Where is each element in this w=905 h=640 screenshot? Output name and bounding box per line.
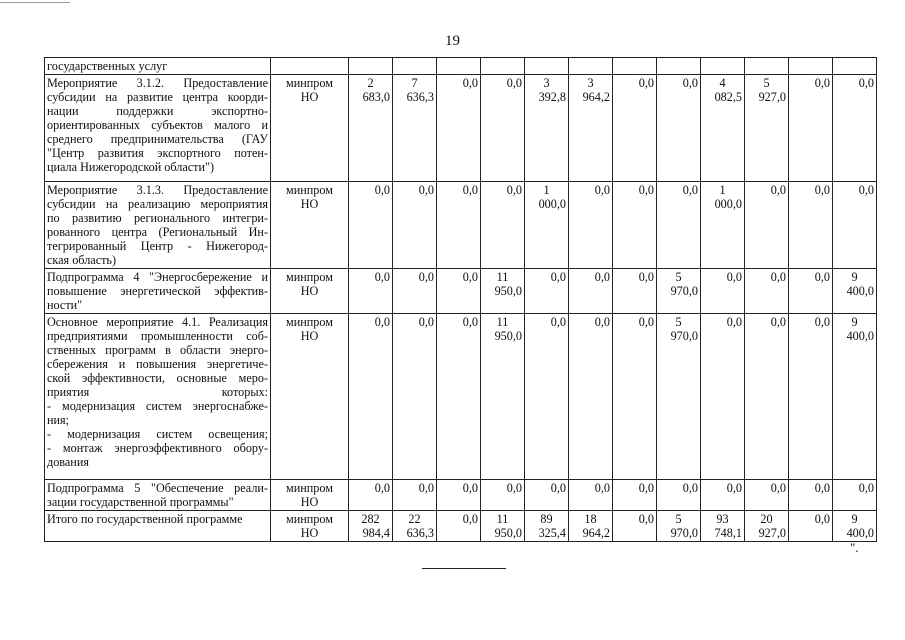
value-line: 400,0 — [846, 284, 874, 298]
funding-value-cell — [745, 75, 789, 182]
funding-value-cell — [789, 314, 833, 480]
funding-value-cell — [437, 75, 481, 182]
value-line: 0,0 — [726, 315, 742, 329]
funding-value-cell — [481, 314, 525, 480]
funding-value-cell — [393, 511, 437, 542]
value-line: 0,0 — [462, 183, 478, 197]
value-line: 5 — [675, 315, 682, 329]
description-line: субсидии на реализацию мероприятия — [47, 197, 268, 211]
funding-value-cell — [701, 480, 745, 511]
value-line: 0,0 — [858, 76, 874, 90]
funding-value-cell — [613, 511, 657, 542]
value-line: 0,0 — [418, 183, 434, 197]
value-line: 950,0 — [494, 329, 522, 343]
value-line: 950,0 — [494, 284, 522, 298]
description-line: рованного центра (Региональный Ин- — [47, 225, 268, 239]
executor-line: НО — [300, 90, 319, 104]
funding-value-cell — [481, 75, 525, 182]
funding-value-cell — [701, 511, 745, 542]
funding-value-cell — [569, 269, 613, 314]
value-line: 0,0 — [814, 512, 830, 526]
value-line: 0,0 — [418, 270, 434, 284]
funding-value-cell — [613, 480, 657, 511]
funding-value-cell — [657, 75, 701, 182]
value-line: 3 — [543, 76, 550, 90]
value-line: 0,0 — [638, 481, 654, 495]
description-line: по развитию регионального интегри- — [47, 211, 268, 225]
executor-line: минпром — [286, 183, 333, 197]
funding-value-cell — [745, 182, 789, 269]
value-line: 0,0 — [462, 270, 478, 284]
description-line: ния; — [47, 413, 70, 427]
funding-value-cell — [657, 511, 701, 542]
executor-cell — [271, 182, 349, 269]
value-line: 0,0 — [506, 183, 522, 197]
value-line: 22 — [408, 512, 421, 526]
value-line: 0,0 — [726, 270, 742, 284]
description-line: субсидии на развитие центра коорди- — [47, 90, 268, 104]
activity-description-cell — [45, 58, 271, 75]
funding-value-cell — [657, 269, 701, 314]
value-line: 0,0 — [638, 315, 654, 329]
funding-value-cell — [569, 182, 613, 269]
value-line: 0,0 — [770, 270, 786, 284]
value-line: 082,5 — [714, 90, 742, 104]
value-line: 11 — [496, 270, 509, 284]
funding-value-cell — [437, 269, 481, 314]
description-line: тегрированный Центр - Нижегород- — [47, 239, 268, 253]
value-line: 0,0 — [682, 183, 698, 197]
value-line: 0,0 — [374, 270, 390, 284]
executor-line: минпром — [286, 270, 333, 284]
activity-description-cell — [45, 480, 271, 511]
value-line: 0,0 — [550, 270, 566, 284]
funding-value-cell — [437, 182, 481, 269]
value-line: 0,0 — [462, 481, 478, 495]
description-line: нации поддержки экспортно- — [47, 104, 268, 118]
description-line: - монтаж энергоэффективного обору- — [47, 441, 268, 455]
bottom-separator-line — [422, 568, 506, 569]
value-line: 950,0 — [494, 526, 522, 540]
value-line: 964,2 — [582, 90, 610, 104]
description-line: приятия которых: — [47, 385, 268, 399]
funding-value-cell — [393, 269, 437, 314]
executor-line: минпром — [286, 76, 333, 90]
executor-cell — [271, 511, 349, 542]
value-line: 282 — [361, 512, 380, 526]
value-line: 9 — [851, 315, 858, 329]
funding-value-cell — [701, 58, 745, 75]
description-line: Подпрограмма 4 "Энергосбережение и — [47, 270, 268, 284]
description-line: Итого по государственной программе — [47, 512, 243, 526]
funding-value-cell — [437, 58, 481, 75]
funding-value-cell — [569, 75, 613, 182]
executor-cell — [271, 314, 349, 480]
value-line: 636,3 — [406, 90, 434, 104]
description-line: сбережения и повышения энергетиче- — [47, 357, 268, 371]
value-line: 970,0 — [670, 526, 698, 540]
executor-cell — [271, 269, 349, 314]
value-line: 0,0 — [594, 270, 610, 284]
funding-value-cell — [437, 480, 481, 511]
value-line: 683,0 — [362, 90, 390, 104]
value-line: 970,0 — [670, 329, 698, 343]
description-line: ская область) — [47, 253, 117, 267]
funding-value-cell — [745, 58, 789, 75]
funding-value-cell — [789, 75, 833, 182]
value-line: 0,0 — [858, 183, 874, 197]
funding-value-cell — [789, 269, 833, 314]
value-line: 400,0 — [846, 329, 874, 343]
description-line: "Центр развития экспортного потен- — [47, 146, 268, 160]
description-line: ской эффективности, основные меро- — [47, 371, 268, 385]
executor-line: минпром — [286, 512, 333, 526]
funding-value-cell — [393, 75, 437, 182]
value-line: 0,0 — [638, 512, 654, 526]
value-line: 0,0 — [682, 481, 698, 495]
table-row — [45, 511, 877, 542]
funding-value-cell — [481, 182, 525, 269]
funding-value-cell — [393, 480, 437, 511]
funding-value-cell — [745, 269, 789, 314]
value-line: 970,0 — [670, 284, 698, 298]
funding-value-cell — [833, 58, 877, 75]
funding-value-cell — [833, 314, 877, 480]
executor-cell — [271, 480, 349, 511]
funding-value-cell — [349, 269, 393, 314]
funding-value-cell — [569, 314, 613, 480]
value-line: 0,0 — [374, 183, 390, 197]
funding-value-cell — [833, 269, 877, 314]
activity-description-cell — [45, 75, 271, 182]
value-line: 18 — [584, 512, 597, 526]
value-line: 0,0 — [462, 76, 478, 90]
value-line: 927,0 — [758, 526, 786, 540]
value-line: 400,0 — [846, 526, 874, 540]
executor-line: минпром — [286, 315, 333, 329]
description-line: дования — [47, 455, 89, 469]
funding-value-cell — [349, 58, 393, 75]
value-line: 0,0 — [374, 315, 390, 329]
description-line: предприятиями промышленности соб- — [47, 329, 268, 343]
funding-value-cell — [393, 314, 437, 480]
activity-description-cell — [45, 511, 271, 542]
value-line: 0,0 — [506, 481, 522, 495]
funding-value-cell — [613, 58, 657, 75]
closing-quote-mark: ". — [850, 540, 859, 555]
value-line: 1 — [719, 183, 726, 197]
value-line: 93 — [716, 512, 729, 526]
value-line: 0,0 — [814, 183, 830, 197]
description-line: Подпрограмма 5 "Обеспечение реали- — [47, 481, 268, 495]
value-line: 000,0 — [538, 197, 566, 211]
value-line: 0,0 — [506, 76, 522, 90]
value-line: 0,0 — [594, 183, 610, 197]
value-line: 89 — [540, 512, 553, 526]
funding-value-cell — [349, 314, 393, 480]
value-line: 0,0 — [814, 76, 830, 90]
value-line: 984,4 — [362, 526, 390, 540]
funding-value-cell — [657, 58, 701, 75]
funding-value-cell — [569, 480, 613, 511]
value-line: 927,0 — [758, 90, 786, 104]
value-line: 748,1 — [714, 526, 742, 540]
description-line: циала Нижегородской области") — [47, 160, 215, 174]
funding-value-cell — [525, 511, 569, 542]
funding-value-cell — [525, 314, 569, 480]
value-line: 0,0 — [594, 481, 610, 495]
description-line: ственных программ в области энерго- — [47, 343, 268, 357]
description-line: среднего предпринимательства (ГАУ — [47, 132, 268, 146]
funding-value-cell — [569, 58, 613, 75]
funding-value-cell — [349, 182, 393, 269]
description-line: Мероприятие 3.1.2. Предоставление — [47, 76, 268, 90]
description-line: - модернизация систем освещения; — [47, 427, 268, 441]
funding-value-cell — [481, 511, 525, 542]
funding-value-cell — [437, 511, 481, 542]
funding-value-cell — [701, 75, 745, 182]
funding-value-cell — [525, 182, 569, 269]
value-line: 0,0 — [770, 315, 786, 329]
funding-value-cell — [833, 480, 877, 511]
page-number: 19 — [445, 33, 460, 49]
table-row — [45, 58, 877, 75]
value-line: 5 — [763, 76, 770, 90]
funding-value-cell — [569, 511, 613, 542]
funding-value-cell — [525, 269, 569, 314]
value-line: 0,0 — [726, 481, 742, 495]
funding-value-cell — [657, 182, 701, 269]
activity-description-cell — [45, 182, 271, 269]
funding-value-cell — [349, 75, 393, 182]
value-line: 9 — [851, 270, 858, 284]
description-line: повышение энергетической эффектив- — [47, 284, 268, 298]
funding-value-cell — [833, 511, 877, 542]
table-row — [45, 182, 877, 269]
executor-line: НО — [300, 495, 319, 509]
value-line: 0,0 — [374, 481, 390, 495]
funding-value-cell — [789, 480, 833, 511]
value-line: 0,0 — [638, 183, 654, 197]
value-line: 000,0 — [714, 197, 742, 211]
value-line: 0,0 — [594, 315, 610, 329]
value-line: 5 — [675, 270, 682, 284]
value-line: 0,0 — [550, 315, 566, 329]
value-line: 1 — [543, 183, 550, 197]
funding-value-cell — [525, 58, 569, 75]
value-line: 3 — [587, 76, 594, 90]
value-line: 0,0 — [462, 512, 478, 526]
funding-value-cell — [789, 182, 833, 269]
funding-value-cell — [789, 58, 833, 75]
description-line: Мероприятие 3.1.3. Предоставление — [47, 183, 268, 197]
value-line: 7 — [411, 76, 418, 90]
value-line: 0,0 — [770, 183, 786, 197]
funding-value-cell — [481, 269, 525, 314]
table-row — [45, 314, 877, 480]
funding-value-cell — [701, 182, 745, 269]
funding-value-cell — [437, 314, 481, 480]
funding-value-cell — [613, 269, 657, 314]
program-funding-table — [44, 57, 877, 542]
funding-value-cell — [525, 75, 569, 182]
funding-value-cell — [393, 58, 437, 75]
activity-description-cell — [45, 314, 271, 480]
funding-value-cell — [525, 480, 569, 511]
executor-line: НО — [300, 197, 319, 211]
funding-value-cell — [613, 75, 657, 182]
table-row — [45, 480, 877, 511]
funding-value-cell — [349, 511, 393, 542]
funding-value-cell — [481, 58, 525, 75]
value-line: 0,0 — [682, 76, 698, 90]
funding-value-cell — [393, 182, 437, 269]
funding-value-cell — [745, 480, 789, 511]
value-line: 0,0 — [814, 315, 830, 329]
funding-value-cell — [349, 480, 393, 511]
value-line: 11 — [496, 512, 509, 526]
top-edge-rule — [0, 2, 70, 3]
value-line: 964,2 — [582, 526, 610, 540]
description-line: ориентированных субъектов малого и — [47, 118, 268, 132]
value-line: 5 — [675, 512, 682, 526]
funding-value-cell — [613, 182, 657, 269]
value-line: 0,0 — [638, 270, 654, 284]
funding-value-cell — [745, 314, 789, 480]
funding-value-cell — [701, 314, 745, 480]
value-line: 0,0 — [814, 270, 830, 284]
executor-cell — [271, 58, 349, 75]
value-line: 0,0 — [858, 481, 874, 495]
value-line: 20 — [760, 512, 773, 526]
executor-line: НО — [300, 526, 319, 540]
value-line: 0,0 — [638, 76, 654, 90]
value-line: 392,8 — [538, 90, 566, 104]
description-line: государственных услуг — [47, 59, 168, 73]
value-line: 0,0 — [770, 481, 786, 495]
value-line: 0,0 — [418, 481, 434, 495]
funding-value-cell — [701, 269, 745, 314]
value-line: 0,0 — [550, 481, 566, 495]
funding-value-cell — [789, 511, 833, 542]
executor-line: НО — [300, 329, 319, 343]
funding-value-cell — [481, 480, 525, 511]
executor-line: минпром — [286, 481, 333, 495]
funding-value-cell — [657, 480, 701, 511]
value-line: 2 — [367, 76, 374, 90]
value-line: 636,3 — [406, 526, 434, 540]
value-line: 0,0 — [418, 315, 434, 329]
funding-value-cell — [613, 314, 657, 480]
value-line: 325,4 — [538, 526, 566, 540]
table-row — [45, 75, 877, 182]
funding-value-cell — [833, 182, 877, 269]
executor-line: НО — [300, 284, 319, 298]
value-line: 11 — [496, 315, 509, 329]
value-line: 4 — [719, 76, 726, 90]
description-line: зации государственной программы" — [47, 495, 234, 509]
value-line: 0,0 — [462, 315, 478, 329]
description-line: - модернизация систем энергоснабже- — [47, 399, 268, 413]
description-line: ности" — [47, 298, 83, 312]
funding-value-cell — [833, 75, 877, 182]
value-line: 9 — [851, 512, 858, 526]
value-line: 0,0 — [814, 481, 830, 495]
activity-description-cell — [45, 269, 271, 314]
funding-value-cell — [657, 314, 701, 480]
table-row — [45, 269, 877, 314]
funding-value-cell — [745, 511, 789, 542]
executor-cell — [271, 75, 349, 182]
description-line: Основное мероприятие 4.1. Реализация — [47, 315, 268, 329]
